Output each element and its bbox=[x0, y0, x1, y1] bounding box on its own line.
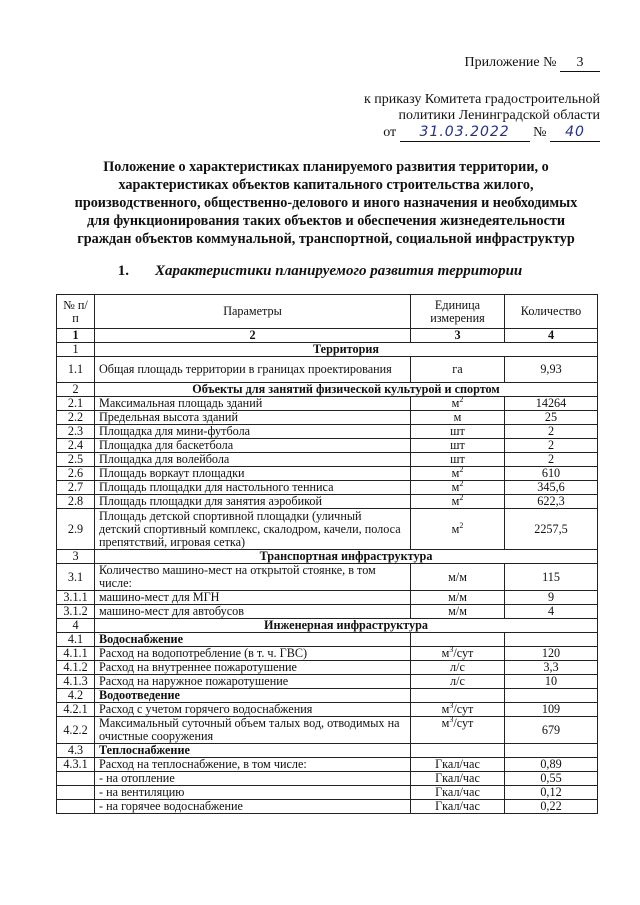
parameter-cell: Общая площадь территории в границах проектирования bbox=[95, 357, 411, 383]
table-row bbox=[57, 591, 598, 605]
quantity-cell: 25 bbox=[505, 411, 598, 425]
parameter-cell: - на отопление bbox=[95, 772, 411, 786]
section-title: Транспортная инфраструктура bbox=[95, 550, 598, 564]
unit-cell bbox=[411, 689, 505, 703]
unit-cell: м/м bbox=[411, 605, 505, 619]
parameter-cell: Расход с учетом горячего водоснабжения bbox=[95, 703, 411, 717]
table-row bbox=[57, 425, 598, 439]
table-row bbox=[57, 744, 598, 758]
unit-cell: Гкал/час bbox=[411, 758, 505, 772]
row-number: 4.3 bbox=[57, 744, 95, 758]
quantity-cell bbox=[505, 633, 598, 647]
table-row bbox=[57, 564, 598, 591]
row-number: 4.3.1 bbox=[57, 758, 95, 772]
parameter-cell: Площадка для волейбола bbox=[95, 453, 411, 467]
table-row bbox=[57, 633, 598, 647]
section-heading: 1. Характеристики планируемого развития территории bbox=[117, 263, 523, 279]
row-number: 3.1 bbox=[57, 564, 95, 591]
parameter-cell: Площадь детской спортивной площадки (уличный детский спортивный комплекс, скалодром, качели, полоса препятствий, игровая сетка) bbox=[95, 509, 411, 550]
row-number bbox=[57, 800, 95, 814]
row-number: 2.4 bbox=[57, 439, 95, 453]
unit-cell: $м^2$ bbox=[411, 481, 505, 495]
order-number: 40 bbox=[565, 124, 585, 140]
row-number: 3.1.2 bbox=[57, 605, 95, 619]
row-number: 1 bbox=[57, 343, 95, 357]
table-row bbox=[57, 357, 598, 383]
col-header-number: № п/п bbox=[57, 295, 95, 329]
parameter-cell: Предельная высота зданий bbox=[95, 411, 411, 425]
quantity-cell: 14264 bbox=[505, 397, 598, 411]
row-number: 2.8 bbox=[57, 495, 95, 509]
unit-cell: $м^2$ bbox=[411, 495, 505, 509]
table-column-numbers-row: 1 2 3 4 bbox=[57, 329, 598, 343]
table-row bbox=[57, 772, 598, 786]
quantity-cell: 4 bbox=[505, 605, 598, 619]
table-row bbox=[57, 689, 598, 703]
unit-cell: $м^3$/сут bbox=[411, 647, 505, 661]
row-number: 2 bbox=[57, 383, 95, 397]
parameter-cell: Максимальная площадь зданий bbox=[95, 397, 411, 411]
appendix-number: Приложение № 3 bbox=[465, 55, 601, 72]
characteristics-table bbox=[56, 294, 598, 814]
quantity-cell: 2 bbox=[505, 453, 598, 467]
parameter-cell: - на горячее водоснабжение bbox=[95, 800, 411, 814]
quantity-cell: 2 bbox=[505, 425, 598, 439]
unit-cell: га bbox=[411, 357, 505, 383]
section-title: Инженерная инфраструктура bbox=[95, 619, 598, 633]
table-row bbox=[57, 786, 598, 800]
unit-cell: Гкал/час bbox=[411, 786, 505, 800]
parameter-cell: - на вентиляцию bbox=[95, 786, 411, 800]
table-header-row bbox=[57, 295, 598, 329]
row-number bbox=[57, 786, 95, 800]
quantity-cell: 345,6 bbox=[505, 481, 598, 495]
quantity-cell: 2257,5 bbox=[505, 509, 598, 550]
parameter-cell: машино-мест для МГН bbox=[95, 591, 411, 605]
unit-cell: $м^2$ bbox=[411, 397, 505, 411]
row-number: 2.7 bbox=[57, 481, 95, 495]
order-line-2: политики Ленинградской области bbox=[398, 108, 600, 123]
table-row bbox=[57, 800, 598, 814]
parameter-cell: Площадь площадки для настольного тенниса bbox=[95, 481, 411, 495]
row-number: 4 bbox=[57, 619, 95, 633]
parameter-cell: Площадка для мини-футбола bbox=[95, 425, 411, 439]
parameter-cell: Теплоснабжение bbox=[95, 744, 411, 758]
unit-cell: $м^2$ bbox=[411, 509, 505, 550]
unit-cell: л/с bbox=[411, 661, 505, 675]
parameter-cell: машино-мест для автобусов bbox=[95, 605, 411, 619]
section-title: Объекты для занятий физической культурой и спортом bbox=[95, 383, 598, 397]
row-number: 1.1 bbox=[57, 357, 95, 383]
table-section-row bbox=[57, 619, 598, 633]
table-row bbox=[57, 495, 598, 509]
table-row bbox=[57, 605, 598, 619]
row-number: 4.2 bbox=[57, 689, 95, 703]
unit-cell bbox=[411, 744, 505, 758]
unit-cell: $м^3$/сут bbox=[411, 717, 505, 744]
row-number: 2.3 bbox=[57, 425, 95, 439]
table-row bbox=[57, 758, 598, 772]
unit-cell: м bbox=[411, 411, 505, 425]
parameter-cell: Водоотведение bbox=[95, 689, 411, 703]
row-number: 2.5 bbox=[57, 453, 95, 467]
row-number: 4.2.1 bbox=[57, 703, 95, 717]
table-row bbox=[57, 397, 598, 411]
row-number: 4.1.1 bbox=[57, 647, 95, 661]
col-header-parameters: Параметры bbox=[95, 295, 411, 329]
quantity-cell: 0,89 bbox=[505, 758, 598, 772]
col-header-quantity: Количество bbox=[505, 295, 598, 329]
unit-cell: м/м bbox=[411, 564, 505, 591]
unit-cell: Гкал/час bbox=[411, 800, 505, 814]
quantity-cell: 622,3 bbox=[505, 495, 598, 509]
quantity-cell bbox=[505, 689, 598, 703]
quantity-cell: 3,3 bbox=[505, 661, 598, 675]
quantity-cell: 109 bbox=[505, 703, 598, 717]
parameter-cell: Площадь площадки для занятия аэробикой bbox=[95, 495, 411, 509]
unit-cell: $м^2$ bbox=[411, 467, 505, 481]
row-number: 3 bbox=[57, 550, 95, 564]
unit-cell: шт bbox=[411, 425, 505, 439]
row-number: 3.1.1 bbox=[57, 591, 95, 605]
unit-cell: л/с bbox=[411, 675, 505, 689]
row-number: 4.1.3 bbox=[57, 675, 95, 689]
table-row bbox=[57, 411, 598, 425]
quantity-cell: 679 bbox=[505, 717, 598, 744]
table-row bbox=[57, 453, 598, 467]
table-row bbox=[57, 661, 598, 675]
row-number: 2.1 bbox=[57, 397, 95, 411]
quantity-cell: 0,55 bbox=[505, 772, 598, 786]
table-row bbox=[57, 439, 598, 453]
quantity-cell: 115 bbox=[505, 564, 598, 591]
row-number: 2.2 bbox=[57, 411, 95, 425]
parameter-cell: Максимальный суточный объем талых вод, отводимых на очистные сооружения bbox=[95, 717, 411, 744]
quantity-cell: 120 bbox=[505, 647, 598, 661]
row-number: 4.1 bbox=[57, 633, 95, 647]
parameter-cell: Количество машино-мест на открытой стоянке, в том числе: bbox=[95, 564, 411, 591]
order-date: 31.03.2022 bbox=[419, 124, 510, 140]
unit-cell: Гкал/час bbox=[411, 772, 505, 786]
unit-cell: м/м bbox=[411, 591, 505, 605]
appendix-number-value: 3 bbox=[576, 55, 584, 70]
quantity-cell: 10 bbox=[505, 675, 598, 689]
unit-cell: шт bbox=[411, 453, 505, 467]
order-date-line: от 31.03.2022 № 40 bbox=[383, 124, 600, 142]
table-row bbox=[57, 675, 598, 689]
parameter-cell: Расход на теплоснабжение, в том числе: bbox=[95, 758, 411, 772]
parameter-cell: Расход на наружное пожаротушение bbox=[95, 675, 411, 689]
parameter-cell: Площадь воркаут площадки bbox=[95, 467, 411, 481]
unit-cell bbox=[411, 633, 505, 647]
table-row bbox=[57, 481, 598, 495]
table-section-row bbox=[57, 383, 598, 397]
table-section-row bbox=[57, 550, 598, 564]
table-row bbox=[57, 467, 598, 481]
table-row bbox=[57, 509, 598, 550]
parameter-cell: Площадка для баскетбола bbox=[95, 439, 411, 453]
parameter-cell: Расход на внутреннее пожаротушение bbox=[95, 661, 411, 675]
quantity-cell: 9 bbox=[505, 591, 598, 605]
quantity-cell: 9,93 bbox=[505, 357, 598, 383]
table-row bbox=[57, 647, 598, 661]
unit-cell: $м^3$/сут bbox=[411, 703, 505, 717]
quantity-cell: 2 bbox=[505, 439, 598, 453]
table-row bbox=[57, 703, 598, 717]
parameter-cell: Расход на водопотребление (в т. ч. ГВС) bbox=[95, 647, 411, 661]
quantity-cell: 610 bbox=[505, 467, 598, 481]
quantity-cell: 0,22 bbox=[505, 800, 598, 814]
document-title: Положение о характеристиках планируемого развития территории, о характеристиках объектов капитального строительства жилого, производственного, общественно-делового и иного назначения и необходимых для функционирования таких объектов и обеспечения жизнедеятельности граждан объектов коммунальной, транспортной, социальной инфраструктур bbox=[74, 159, 578, 247]
section-title: Территория bbox=[95, 343, 598, 357]
row-number bbox=[57, 772, 95, 786]
quantity-cell bbox=[505, 744, 598, 758]
table-row bbox=[57, 717, 598, 744]
parameter-cell: Водоснабжение bbox=[95, 633, 411, 647]
table-section-row bbox=[57, 343, 598, 357]
row-number: 4.1.2 bbox=[57, 661, 95, 675]
unit-cell: шт bbox=[411, 439, 505, 453]
row-number: 4.2.2 bbox=[57, 717, 95, 744]
col-header-unit: Единица измерения bbox=[411, 295, 505, 329]
order-line-1: к приказу Комитета градостроительной bbox=[364, 92, 600, 107]
quantity-cell: 0,12 bbox=[505, 786, 598, 800]
row-number: 2.9 bbox=[57, 509, 95, 550]
row-number: 2.6 bbox=[57, 467, 95, 481]
